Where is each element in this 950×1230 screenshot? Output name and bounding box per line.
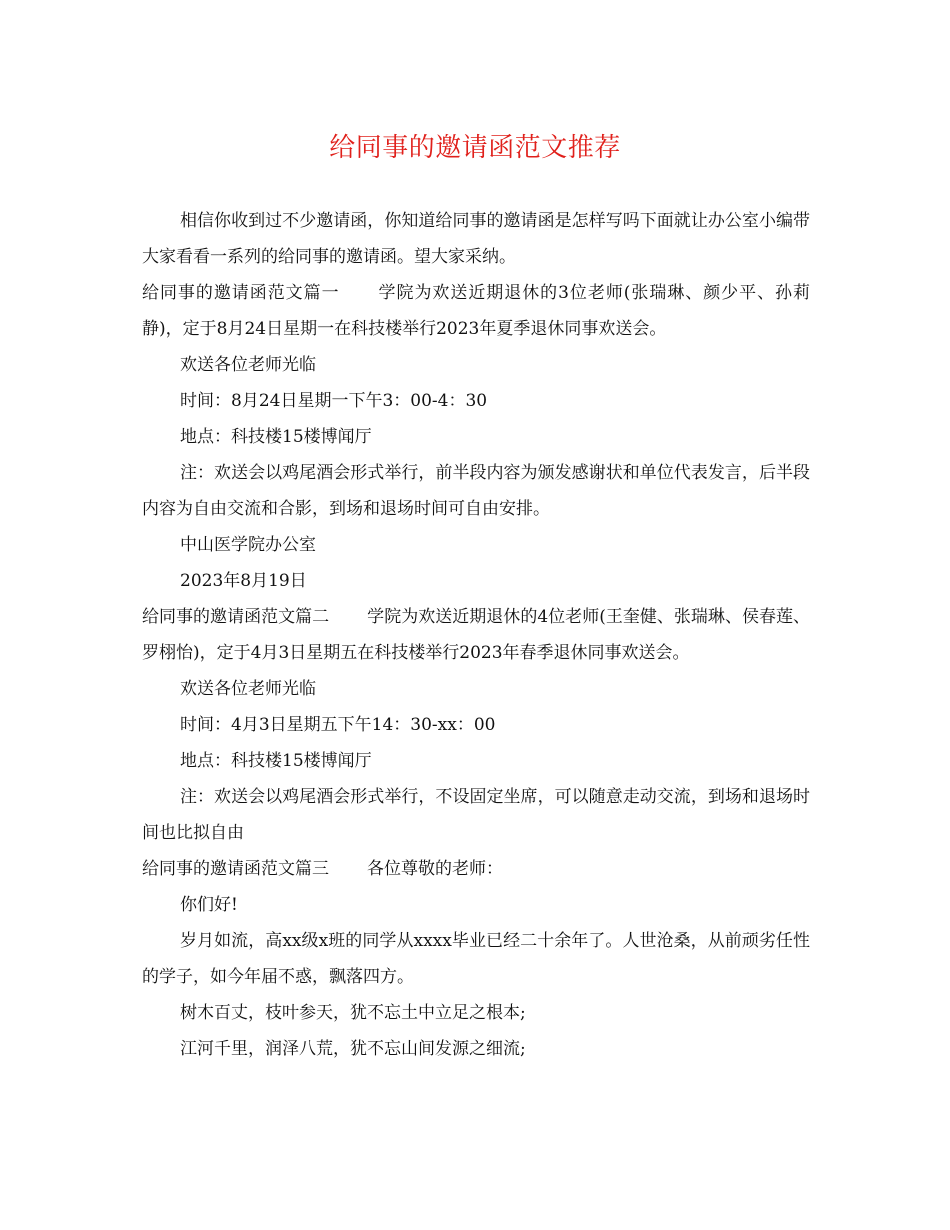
document-body: [142, 203, 810, 1067]
intro-paragraph: 相信你收到过不少邀请函，你知道给同事的邀请函是怎样写吗下面就让办公室小编带大家看看一系列的给同事的邀请函。望大家采纳。: [142, 211, 810, 267]
section-1-lead: [142, 275, 810, 347]
section-3-line: 江河千里，润泽八荒，犹不忘山间发源之细流;: [180, 1039, 526, 1059]
section-1-heading: 给同事的邀请函范文篇一: [142, 283, 340, 303]
section-2-place: 地点：科技楼15楼博闻厅: [180, 751, 372, 771]
section-2-welcome: 欢送各位老师光临: [180, 679, 316, 699]
section-2-time: 时间：4月3日星期五下午14：30-xx：00: [180, 715, 496, 735]
section-3-lead: [142, 851, 810, 887]
section-1-note: 注：欢送会以鸡尾酒会形式举行，前半段内容为颁发感谢状和单位代表发言，后半段内容为自由交流和合影，到场和退场时间可自由安排。: [142, 463, 810, 519]
section-3-line: 树木百丈，枝叶参天，犹不忘土中立足之根本;: [180, 1003, 526, 1023]
section-3-line: 你们好!: [180, 895, 238, 915]
section-1-welcome: 欢送各位老师光临: [180, 355, 316, 375]
document-title: 给同事的邀请函范文推荐: [329, 133, 621, 163]
section-1-signature: 中山医学院办公室: [180, 535, 316, 555]
section-3-heading: 给同事的邀请函范文篇三: [142, 859, 329, 879]
section-2-heading: 给同事的邀请函范文篇二: [142, 607, 330, 627]
section-2-lead: [142, 599, 810, 671]
section-3-line: 岁月如流，高xx级x班的同学从xxxx毕业已经二十余年了。人世沧桑，从前顽劣任性的学子，如今年届不惑，飘落四方。: [142, 931, 810, 987]
section-1-place: 地点：科技楼15楼博闻厅: [180, 427, 372, 447]
section-2-opening: 学院为欢送近期退休的4位老师(王奎健、张瑞琳、侯春莲、罗栩怡)，定于4月3日星期五在科技楼举行2023年春季退休同事欢送会。: [142, 607, 811, 663]
section-1-time: 时间：8月24日星期一下午3：00-4：30: [180, 391, 488, 411]
section-1-opening: 学院为欢送近期退休的3位老师(张瑞琳、颜少平、孙莉静)，定于8月24日星期一在科技楼举行2023年夏季退休同事欢送会。: [142, 283, 811, 339]
section-1-date: 2023年8月19日: [180, 571, 307, 591]
section-3-opening: 各位尊敬的老师：: [367, 859, 503, 879]
section-2-note: 注：欢送会以鸡尾酒会形式举行，不设固定坐席，可以随意走动交流，到场和退场时间也比拟自由: [142, 787, 810, 843]
